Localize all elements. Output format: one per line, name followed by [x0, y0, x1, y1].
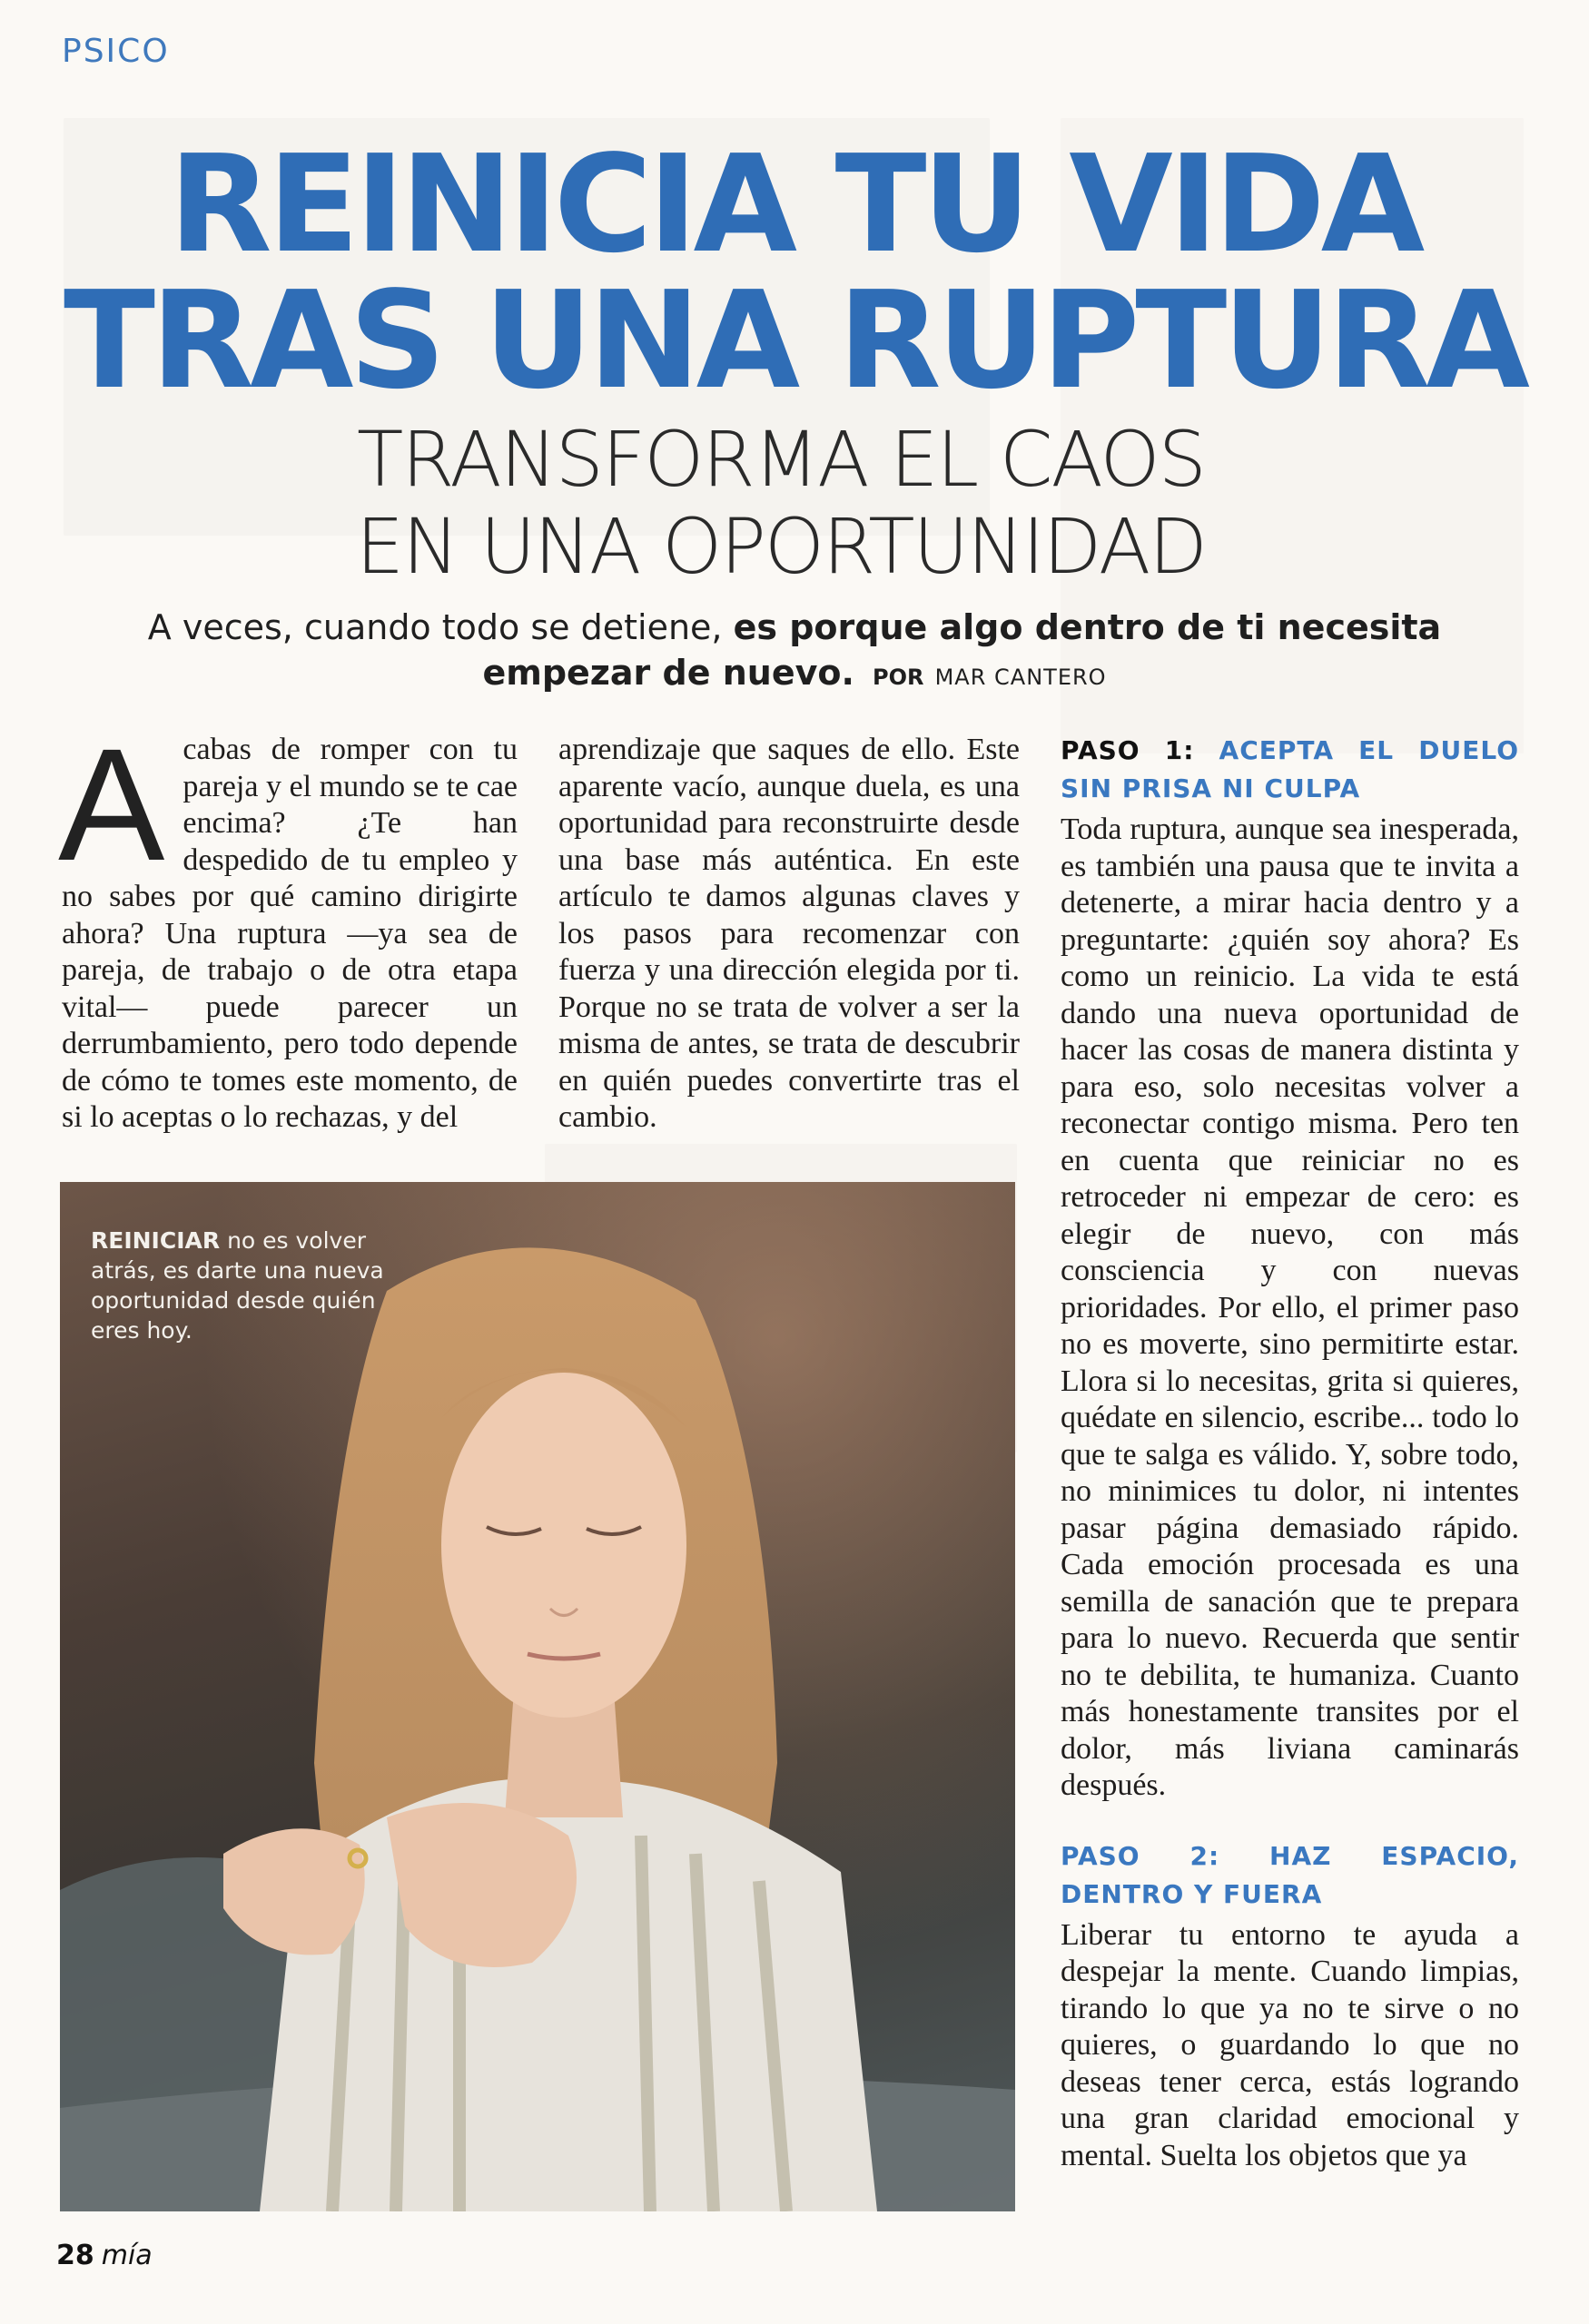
intro-text-continued: aprendizaje que saques de ello. Este aparente vacío, aunque duela, es una oportunidad para reconstruirte desde una base más auténtica. En este artículo te damos algunas claves y los pasos para recomenzar con fuerza y una dirección elegida por ti. Porque no se trata de volver a ser la misma de antes, se trata de descubrir en quién puedes convertirte tras el cambio.	[558, 733, 1020, 1134]
intro-text: cabas de romper con tu pareja y el mundo se te cae encima? ¿Te han despedido de tu empleo y no sabes por qué camino dirigirte ahora? Una ruptura —ya sea de pareja, de trabajo o de otra etapa vital— puede parecer un derrumbamiento, pero todo depende de cómo te tomes este momento, de si lo aceptas o lo rechazas, y del	[62, 733, 518, 1134]
body-column-2	[558, 732, 1020, 1137]
headline-line: TRAS UNA RUPTURA	[64, 262, 1525, 419]
step-number: PASO 1:	[1061, 735, 1195, 765]
drop-cap: A	[58, 716, 165, 894]
headline-line: REINICIA TU VIDA	[168, 126, 1421, 282]
step-section	[1061, 732, 1519, 1805]
page-number: 28	[56, 2240, 94, 2271]
magazine-name: mía	[101, 2240, 153, 2271]
subheadline-line: EN UNA OPORTUNIDAD	[356, 502, 1206, 591]
step-body: Toda ruptura, aunque sea inesperada, es también una pausa que te invita a detenerte, a mirar hacia dentro y a preguntarte: ¿quién soy ahora? Es como un reinicio. La vida te está dando una nueva oportunidad de hacer las cosas de manera distinta y para eso, solo necesitas volver a reconectar contigo misma. Pero ten en cuenta que reiniciar no es retroceder ni empezar de cero: es elegir de nuevo, con más consciencia y con nuevas prioridades. Por ello, el primer paso no es moverte, sino permitirte estar. Llora si lo necesitas, grita si quieres, quédate en silencio, escribe... todo lo que te salga es válido. Y, sobre todo, no minimices tu dolor, ni intentes pasar página demasiado rápido. Cada emoción procesada es una semilla de sanación que te prepara para lo nuevo. Recuerda que sentir no te debilita, te humaniza. Cuanto más honestamente transites por el dolor, más liviana caminarás después.	[1061, 812, 1519, 1802]
photo-caption	[91, 1226, 390, 1345]
page-footer	[56, 2240, 153, 2271]
caption-lead: REINICIAR	[91, 1227, 221, 1254]
body-column-1	[58, 716, 518, 1137]
standfirst-bold: es porque algo dentro de ti necesita empezar de nuevo.	[482, 607, 1442, 693]
caption-text: no es volver atrás, es darte una nueva oportunidad desde quién eres hoy.	[91, 1227, 384, 1344]
step-title: ACEPTA EL DUELO SIN PRISA NI CULPA	[1061, 735, 1519, 803]
step-title: HAZ ESPACIO, DENTRO Y FUERA	[1061, 1840, 1519, 1909]
section-label: PSICO	[62, 33, 170, 70]
subheadline	[91, 416, 1471, 590]
headline	[54, 126, 1535, 419]
step-body: Liberar tu entorno te ayuda a despejar la mente. Cuando limpias, tirando lo que ya no te sirve o no quieres, o guardando lo que no deseas tener cerca, estás logrando una gran claridad emocional y mental. Suelta los objetos que ya	[1061, 1917, 1519, 2172]
byline-author: MAR CANTERO	[934, 665, 1107, 690]
standfirst-lead: A veces, cuando todo se detiene,	[147, 607, 723, 647]
standfirst	[136, 605, 1453, 700]
byline-prefix: POR	[873, 665, 924, 690]
step-heading	[1061, 1837, 1519, 1914]
subheadline-line: TRANSFORMA EL CAOS	[357, 415, 1205, 504]
step-section	[1061, 1837, 1519, 2175]
body-column-3	[1061, 732, 1519, 2174]
step-number: PASO 2:	[1061, 1840, 1220, 1871]
step-heading	[1061, 732, 1519, 808]
